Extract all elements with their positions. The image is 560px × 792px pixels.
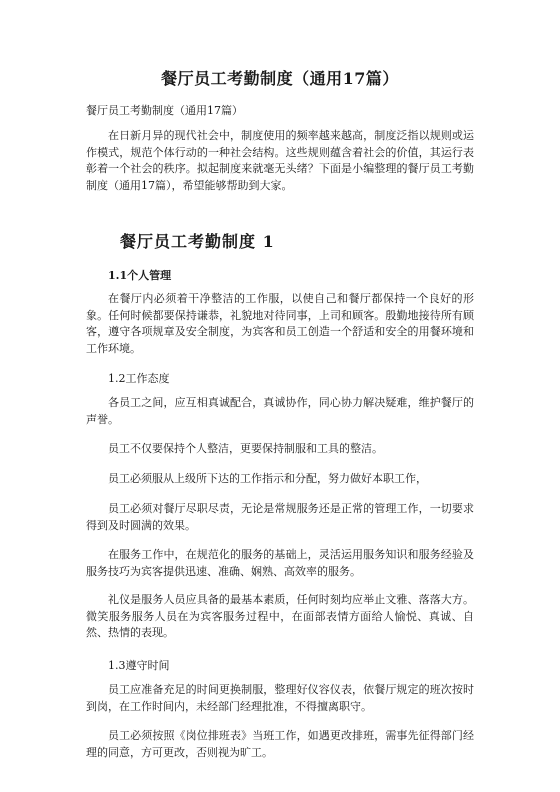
paragraph: 礼仪是服务人员应具备的最基本素质，任何时刻均应举止文雅、落落大方。微笑服务服务人员在为宾客服务过程中，在面部表情方面给人愉悦、真诚、自然、热情的表现。 bbox=[86, 593, 474, 639]
subsection-heading-personal-management: 1.1个人管理 bbox=[108, 269, 172, 282]
page-title: 餐厅员工考勤制度（通用17篇） bbox=[161, 69, 399, 88]
paragraph: 在餐厅内必须着干净整洁的工作服，以使自己和餐厅都保持一个良好的形象。任何时候都要保持谦恭，礼貌地对待同事，上司和顾客。殷勤地接待所有顾客，遵守各项规章及安全制度，为宾客和员工创造一个舒适和安全的用餐环境和工作环境。 bbox=[86, 292, 474, 355]
paragraph: 在服务工作中，在规范化的服务的基础上，灵活运用服务知识和服务经验及服务技巧为宾客提供迅速、准确、娴熟、高效率的服务。 bbox=[86, 548, 474, 578]
paragraph: 员工必须服从上级所下达的工作指示和分配，努力做好本职工作， bbox=[108, 472, 427, 485]
paragraph: 员工应准备充足的时间更换制服，整理好仪容仪表，依餐厅规定的班次按时到岗，在工作时间内，未经部门经理批准，不得擅离职守。 bbox=[86, 683, 474, 713]
paragraph: 员工不仅要保持个人整洁，更要保持制服和工具的整洁。 bbox=[108, 442, 383, 455]
section-heading: 餐厅员工考勤制度 1 bbox=[120, 232, 275, 251]
subsection-heading-work-attitude: 1.2工作态度 bbox=[108, 372, 170, 385]
subsection-heading-punctuality: 1.3遵守时间 bbox=[108, 659, 170, 672]
document-subtitle: 餐厅员工考勤制度（通用17篇） bbox=[86, 104, 243, 117]
intro-paragraph: 在日新月异的现代社会中，制度使用的频率越来越高，制度泛指以规则或运作模式，规范个体行动的一种社会结构。这些规则蕴含着社会的价值，其运行表彰着一个社会的秩序。拟起制度来就毫无头绪？下面是小编整理的餐厅员工考勤制度（通用17篇），希望能够帮助到大家。 bbox=[86, 129, 474, 192]
paragraph: 员工必须按照《岗位排班表》当班工作，如遇更改排班，需事先征得部门经理的同意，方可更改，否则视为旷工。 bbox=[86, 729, 474, 759]
paragraph: 各员工之间，应互相真诚配合，真诚协作，同心协力解决疑难，维护餐厅的声誉。 bbox=[86, 396, 474, 426]
paragraph: 员工必须对餐厅尽职尽责，无论是常规服务还是正常的管理工作，一切要求得到及时圆满的效果。 bbox=[86, 502, 474, 532]
